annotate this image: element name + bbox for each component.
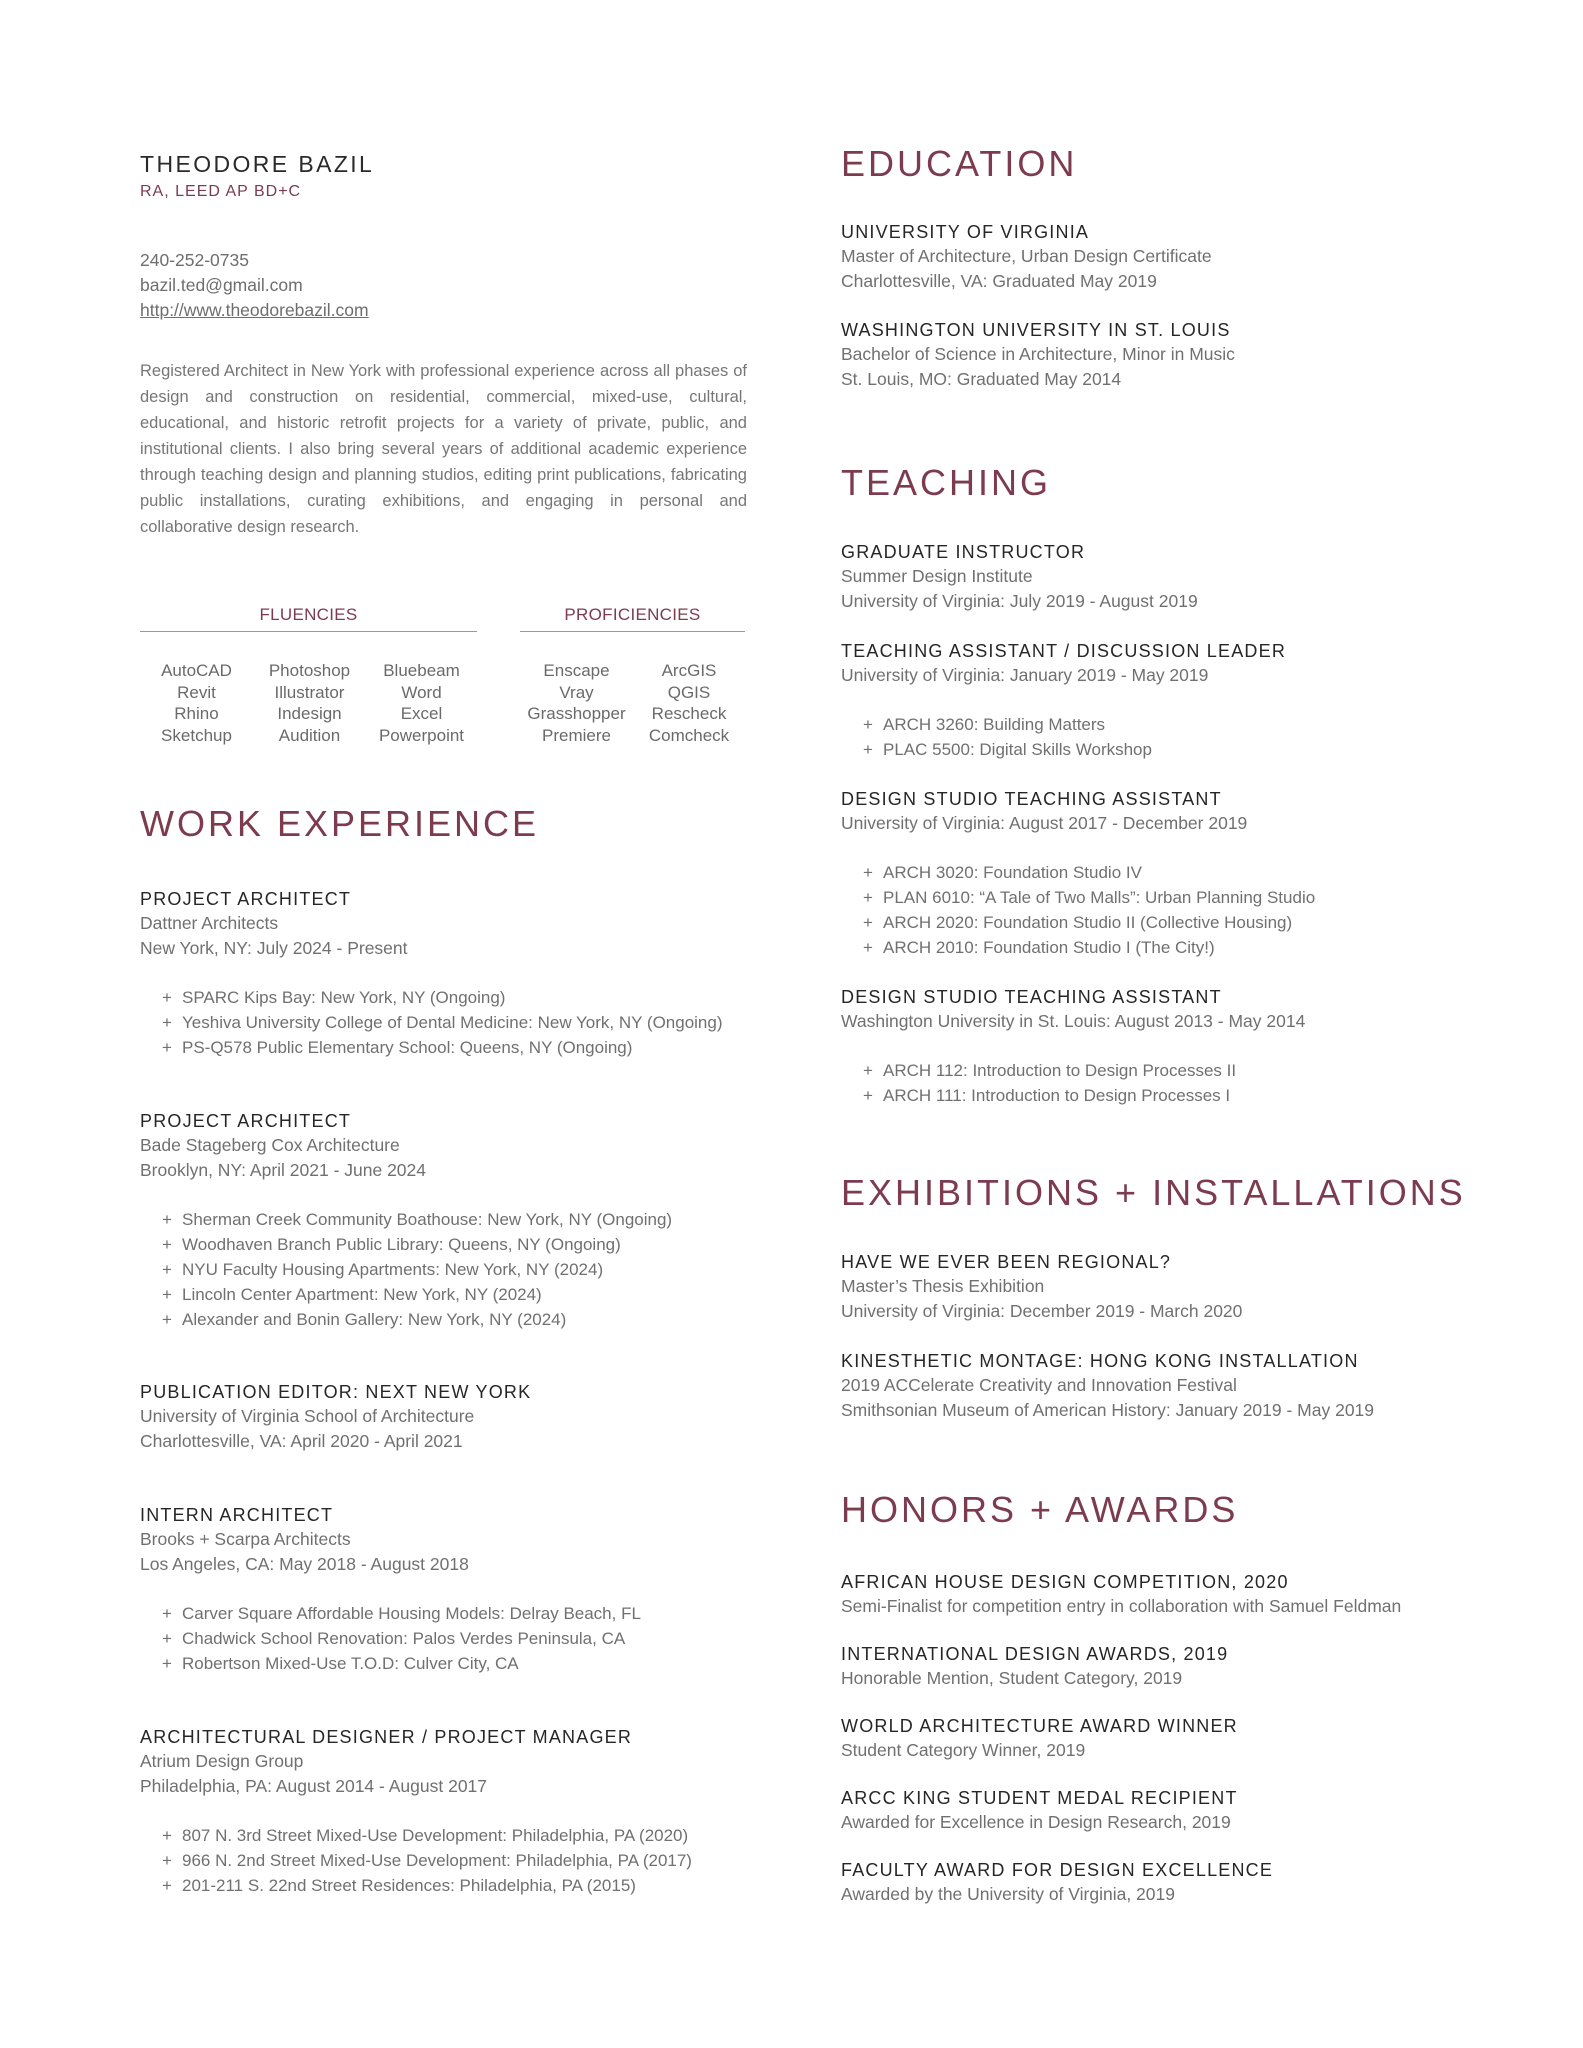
proficiency-item: Premiere xyxy=(542,725,611,745)
proficiencies-columns xyxy=(520,660,745,746)
list-item-text: Lincoln Center Apartment: New York, NY (2024) xyxy=(182,1285,542,1304)
teaching-entry-detail: University of Virginia: January 2019 - May 2019 xyxy=(841,665,1209,685)
work-entry-detail: Atrium Design Group xyxy=(140,1751,304,1771)
list-item xyxy=(863,1083,1305,1108)
list-item xyxy=(863,910,1315,935)
exhibitions-entry-detail: Master’s Thesis Exhibition xyxy=(841,1276,1045,1296)
list-item xyxy=(863,1058,1305,1083)
proficiencies-group xyxy=(520,605,745,746)
work-entry-detail: Bade Stageberg Cox Architecture xyxy=(140,1135,400,1155)
list-item-text: ARCH 2010: Foundation Studio I (The City!) xyxy=(883,938,1215,957)
plus-bullet-icon: + xyxy=(162,1310,172,1329)
teaching-heading: TEACHING xyxy=(841,462,1052,503)
education-entry-detail: Bachelor of Science in Architecture, Minor in Music xyxy=(841,344,1235,364)
list-item xyxy=(162,1626,641,1651)
summary-paragraph: Registered Architect in New York with professional experience across all phases of design and construction on residential, commercial, mixed-use, cultural, educational, and historic retrofit projects for a variety of private, public, and institutional clients. I also bring several years of additional academic experience through teaching design and planning studios, editing print publications, fabricating public installations, curating exhibitions, and engaging in personal and collaborative design research. xyxy=(140,362,747,536)
work-entry xyxy=(140,1503,641,1676)
teaching-entry-detail: Washington University in St. Louis: August 2013 - May 2014 xyxy=(841,1011,1306,1031)
education-entry xyxy=(841,220,1212,294)
list-item-text: ARCH 112: Introduction to Design Processes II xyxy=(883,1061,1237,1080)
list-item-text: SPARC Kips Bay: New York, NY (Ongoing) xyxy=(182,988,506,1007)
exhibitions-heading: EXHIBITIONS + INSTALLATIONS xyxy=(841,1172,1466,1213)
fluency-item: Bluebeam xyxy=(383,661,460,680)
teaching-entry xyxy=(841,787,1315,960)
honors-heading: HONORS + AWARDS xyxy=(841,1489,1239,1530)
list-item xyxy=(863,737,1286,762)
teaching-entry-bullets xyxy=(841,1058,1305,1108)
plus-bullet-icon: + xyxy=(162,1210,172,1229)
education-heading: EDUCATION xyxy=(841,143,1078,184)
list-item xyxy=(162,1307,672,1332)
credentials: RA, LEED AP BD+C xyxy=(140,183,302,200)
proficiencies-heading: PROFICIENCIES xyxy=(520,605,745,632)
teaching-entry-detail: Summer Design Institute xyxy=(841,566,1033,586)
list-item xyxy=(162,1232,672,1257)
teaching-entry xyxy=(841,985,1305,1108)
email-address: bazil.ted@gmail.com xyxy=(140,275,303,295)
list-item xyxy=(162,1601,641,1626)
fluencies-columns xyxy=(140,660,477,746)
plus-bullet-icon: + xyxy=(162,1260,172,1279)
plus-bullet-icon: + xyxy=(162,1654,172,1673)
work-entry-title: PROJECT ARCHITECT xyxy=(140,1111,352,1131)
person-name: THEODORE BAZIL xyxy=(140,151,375,177)
teaching-entry-title: GRADUATE INSTRUCTOR xyxy=(841,542,1086,562)
plus-bullet-icon: + xyxy=(863,913,873,932)
fluency-column xyxy=(140,660,253,746)
proficiency-item: Grasshopper xyxy=(527,704,626,723)
exhibitions-entry-detail: University of Virginia: December 2019 - March 2020 xyxy=(841,1301,1243,1321)
proficiency-item: Comcheck xyxy=(648,725,730,745)
honors-entry-title: FACULTY AWARD FOR DESIGN EXCELLENCE xyxy=(841,1860,1274,1880)
list-item xyxy=(863,885,1315,910)
list-item-text: Sherman Creek Community Boathouse: New York, NY (Ongoing) xyxy=(182,1210,673,1229)
work-experience-heading: WORK EXPERIENCE xyxy=(140,803,540,844)
list-item xyxy=(162,1873,692,1898)
work-entry-detail: New York, NY: July 2024 - Present xyxy=(140,938,408,958)
honors-entry-title: AFRICAN HOUSE DESIGN COMPETITION, 2020 xyxy=(841,1572,1289,1592)
plus-bullet-icon: + xyxy=(863,888,873,907)
list-item xyxy=(162,1651,641,1676)
list-item-text: 201-211 S. 22nd Street Residences: Philadelphia, PA (2015) xyxy=(182,1876,636,1895)
work-entry xyxy=(140,1380,531,1454)
work-entry-detail: Brooklyn, NY: April 2021 - June 2024 xyxy=(140,1160,427,1180)
teaching-entry-title: DESIGN STUDIO TEACHING ASSISTANT xyxy=(841,987,1222,1007)
list-item xyxy=(863,712,1286,737)
teaching-entry-bullets xyxy=(841,712,1286,762)
exhibitions-entry-detail: 2019 ACCelerate Creativity and Innovation Festival xyxy=(841,1375,1237,1395)
honors-entry xyxy=(841,1570,1401,1619)
honors-entry-title: ARCC KING STUDENT MEDAL RECIPIENT xyxy=(841,1788,1238,1808)
list-item xyxy=(162,1010,723,1035)
list-item xyxy=(162,1282,672,1307)
work-entry-title: PUBLICATION EDITOR: NEXT NEW YORK xyxy=(140,1382,532,1402)
skills-block xyxy=(140,605,750,755)
work-entry xyxy=(140,1725,692,1898)
list-item-text: 966 N. 2nd Street Mixed-Use Development: Philadelphia, PA (2017) xyxy=(182,1851,692,1870)
work-entry-detail: Charlottesville, VA: April 2020 - April 2021 xyxy=(140,1431,463,1451)
proficiency-column xyxy=(633,660,745,746)
list-item-text: 807 N. 3rd Street Mixed-Use Development: Philadelphia, PA (2020) xyxy=(182,1826,689,1845)
honors-entry xyxy=(841,1714,1238,1763)
teaching-entry-bullets xyxy=(841,860,1315,960)
list-item xyxy=(863,860,1315,885)
honors-entry-title: WORLD ARCHITECTURE AWARD WINNER xyxy=(841,1716,1238,1736)
website-link[interactable]: http://www.theodorebazil.com xyxy=(140,300,369,320)
fluency-column xyxy=(366,660,477,746)
fluency-item: Powerpoint xyxy=(378,725,465,745)
list-item-text: Woodhaven Branch Public Library: Queens, NY (Ongoing) xyxy=(182,1235,621,1254)
phone-number: 240-252-0735 xyxy=(140,250,249,270)
work-entry xyxy=(140,887,723,1060)
list-item-text: PLAN 6010: “A Tale of Two Malls”: Urban Planning Studio xyxy=(883,888,1316,907)
fluency-item: AutoCAD xyxy=(161,661,232,680)
work-entry-bullets xyxy=(140,1601,641,1676)
list-item xyxy=(162,1207,672,1232)
exhibitions-entry xyxy=(841,1349,1374,1423)
list-item xyxy=(162,1848,692,1873)
list-item xyxy=(162,1257,672,1282)
list-item-text: Yeshiva University College of Dental Medicine: New York, NY (Ongoing) xyxy=(182,1013,723,1032)
work-entry-detail: Brooks + Scarpa Architects xyxy=(140,1529,351,1549)
work-entry-detail: Los Angeles, CA: May 2018 - August 2018 xyxy=(140,1554,469,1574)
fluency-item: Photoshop xyxy=(268,661,351,680)
list-item-text: Carver Square Affordable Housing Models: Delray Beach, FL xyxy=(182,1604,641,1623)
work-entry-bullets xyxy=(140,985,723,1060)
exhibitions-entry-title: KINESTHETIC MONTAGE: HONG KONG INSTALLATION xyxy=(841,1351,1359,1371)
education-entry-detail: St. Louis, MO: Graduated May 2014 xyxy=(841,369,1122,389)
list-item-text: ARCH 3020: Foundation Studio IV xyxy=(883,863,1142,882)
list-item-text: Robertson Mixed-Use T.O.D: Culver City, CA xyxy=(182,1654,519,1673)
exhibitions-entry-title: HAVE WE EVER BEEN REGIONAL? xyxy=(841,1252,1172,1272)
fluency-item: Revit xyxy=(177,682,216,702)
list-item-text: PLAC 5500: Digital Skills Workshop xyxy=(883,740,1152,759)
teaching-entry-detail: University of Virginia: July 2019 - August 2019 xyxy=(841,591,1198,611)
list-item xyxy=(162,1035,723,1060)
exhibitions-entry xyxy=(841,1250,1242,1324)
education-entry-detail: Master of Architecture, Urban Design Certificate xyxy=(841,246,1212,266)
plus-bullet-icon: + xyxy=(162,1013,172,1032)
work-entry-detail: University of Virginia School of Architecture xyxy=(140,1406,475,1426)
teaching-entry xyxy=(841,639,1286,762)
honors-entry-detail: Honorable Mention, Student Category, 2019 xyxy=(841,1668,1183,1688)
teaching-entry xyxy=(841,540,1198,614)
fluency-item: Indesign xyxy=(277,704,342,723)
fluency-item: Illustrator xyxy=(274,682,345,702)
honors-entry-detail: Semi-Finalist for competition entry in collaboration with Samuel Feldman xyxy=(841,1596,1402,1616)
list-item-text: ARCH 3260: Building Matters xyxy=(883,715,1106,734)
list-item-text: Chadwick School Renovation: Palos Verdes Peninsula, CA xyxy=(182,1629,626,1648)
proficiency-item: QGIS xyxy=(667,682,711,702)
plus-bullet-icon: + xyxy=(162,1038,172,1057)
work-entry-title: INTERN ARCHITECT xyxy=(140,1505,334,1525)
proficiency-item: Enscape xyxy=(543,661,610,680)
work-entry-bullets xyxy=(140,1207,672,1332)
fluency-item: Word xyxy=(401,682,442,702)
plus-bullet-icon: + xyxy=(863,1061,873,1080)
honors-entry-detail: Awarded for Excellence in Design Research, 2019 xyxy=(841,1812,1231,1832)
plus-bullet-icon: + xyxy=(863,740,873,759)
fluency-item: Audition xyxy=(278,725,341,745)
work-entry xyxy=(140,1109,672,1332)
education-entry-title: UNIVERSITY OF VIRGINIA xyxy=(841,222,1090,242)
work-entry-title: ARCHITECTURAL DESIGNER / PROJECT MANAGER xyxy=(140,1727,633,1747)
honors-entry-title: INTERNATIONAL DESIGN AWARDS, 2019 xyxy=(841,1644,1229,1664)
plus-bullet-icon: + xyxy=(162,1604,172,1623)
plus-bullet-icon: + xyxy=(162,1285,172,1304)
plus-bullet-icon: + xyxy=(162,1235,172,1254)
proficiency-item: Rescheck xyxy=(651,704,727,723)
honors-entry-detail: Awarded by the University of Virginia, 2019 xyxy=(841,1884,1175,1904)
education-entry xyxy=(841,318,1235,392)
plus-bullet-icon: + xyxy=(162,1629,172,1648)
list-item-text: ARCH 2020: Foundation Studio II (Collective Housing) xyxy=(883,913,1293,932)
honors-entry xyxy=(841,1642,1228,1691)
plus-bullet-icon: + xyxy=(863,938,873,957)
plus-bullet-icon: + xyxy=(863,1086,873,1105)
work-entry-bullets xyxy=(140,1823,692,1898)
honors-entry xyxy=(841,1858,1273,1907)
fluencies-group xyxy=(140,605,477,746)
work-entry-detail: Dattner Architects xyxy=(140,913,279,933)
proficiency-column xyxy=(520,660,633,746)
honors-entry-detail: Student Category Winner, 2019 xyxy=(841,1740,1086,1760)
contact-block xyxy=(140,248,369,323)
plus-bullet-icon: + xyxy=(863,863,873,882)
work-entry-title: PROJECT ARCHITECT xyxy=(140,889,352,909)
proficiency-item: Vray xyxy=(559,682,594,702)
plus-bullet-icon: + xyxy=(162,988,172,1007)
list-item-text: Alexander and Bonin Gallery: New York, NY (2024) xyxy=(182,1310,567,1329)
list-item-text: NYU Faculty Housing Apartments: New York, NY (2024) xyxy=(182,1260,604,1279)
plus-bullet-icon: + xyxy=(162,1851,172,1870)
teaching-entry-detail: University of Virginia: August 2017 - December 2019 xyxy=(841,813,1248,833)
exhibitions-entry-detail: Smithsonian Museum of American History: January 2019 - May 2019 xyxy=(841,1400,1375,1420)
list-item xyxy=(162,985,723,1010)
work-entry-detail: Philadelphia, PA: August 2014 - August 2017 xyxy=(140,1776,488,1796)
fluencies-heading: FLUENCIES xyxy=(140,605,477,632)
plus-bullet-icon: + xyxy=(162,1876,172,1895)
list-item xyxy=(863,935,1315,960)
education-entry-detail: Charlottesville, VA: Graduated May 2019 xyxy=(841,271,1157,291)
honors-entry xyxy=(841,1786,1238,1835)
plus-bullet-icon: + xyxy=(863,715,873,734)
list-item xyxy=(162,1823,692,1848)
list-item-text: ARCH 111: Introduction to Design Processes I xyxy=(883,1086,1231,1105)
teaching-entry-title: TEACHING ASSISTANT / DISCUSSION LEADER xyxy=(841,641,1287,661)
fluency-item: Excel xyxy=(400,704,443,723)
fluency-column xyxy=(253,660,366,746)
proficiency-item: ArcGIS xyxy=(661,661,717,680)
fluency-item: Sketchup xyxy=(161,725,232,745)
fluency-item: Rhino xyxy=(174,704,219,723)
list-item-text: PS-Q578 Public Elementary School: Queens, NY (Ongoing) xyxy=(182,1038,633,1057)
teaching-entry-title: DESIGN STUDIO TEACHING ASSISTANT xyxy=(841,789,1222,809)
plus-bullet-icon: + xyxy=(162,1826,172,1845)
education-entry-title: WASHINGTON UNIVERSITY IN ST. LOUIS xyxy=(841,320,1231,340)
